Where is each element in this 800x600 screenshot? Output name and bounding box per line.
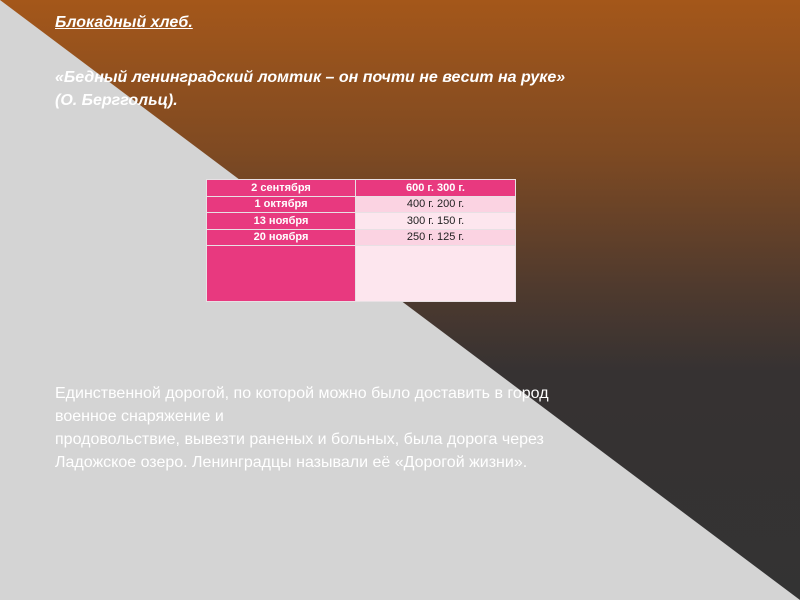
quote-author-line: (О. Берггольц).: [55, 92, 178, 109]
date-cell: 2 сентября: [207, 180, 356, 197]
date-cell: 1 октября: [207, 196, 356, 213]
body-line: Единственной дорогой, по которой можно было доставить в город: [55, 385, 549, 402]
body-line: продовольствие, вывезти раненых и больных, была дорога через: [55, 431, 544, 448]
body-line: военное снаряжение и: [55, 408, 224, 425]
quote-line: «Бедный ленинградский ломтик – он почти не весит на руке»: [55, 69, 566, 86]
table-row: [207, 180, 516, 197]
ration-cell: 250 г. 125 г.: [356, 229, 516, 246]
body-line: Ладожское озеро. Ленинградцы называли её «Дорогой жизни».: [55, 454, 528, 471]
quote: [55, 66, 565, 112]
table-row-empty: [207, 246, 516, 302]
table-row: [207, 229, 516, 246]
ration-cell: 400 г. 200 г.: [356, 196, 516, 213]
date-cell: 20 ноября: [207, 229, 356, 246]
ration-cell: 600 г. 300 г.: [356, 180, 516, 197]
table-row: [207, 196, 516, 213]
empty-cell: [207, 246, 356, 302]
empty-cell: [356, 246, 516, 302]
slide-title: Блокадный хлеб.: [55, 14, 193, 31]
bread-ration-table: [206, 179, 516, 302]
date-cell: 13 ноября: [207, 213, 356, 230]
table-row: [207, 213, 516, 230]
body-text: [55, 382, 755, 474]
ration-cell: 300 г. 150 г.: [356, 213, 516, 230]
